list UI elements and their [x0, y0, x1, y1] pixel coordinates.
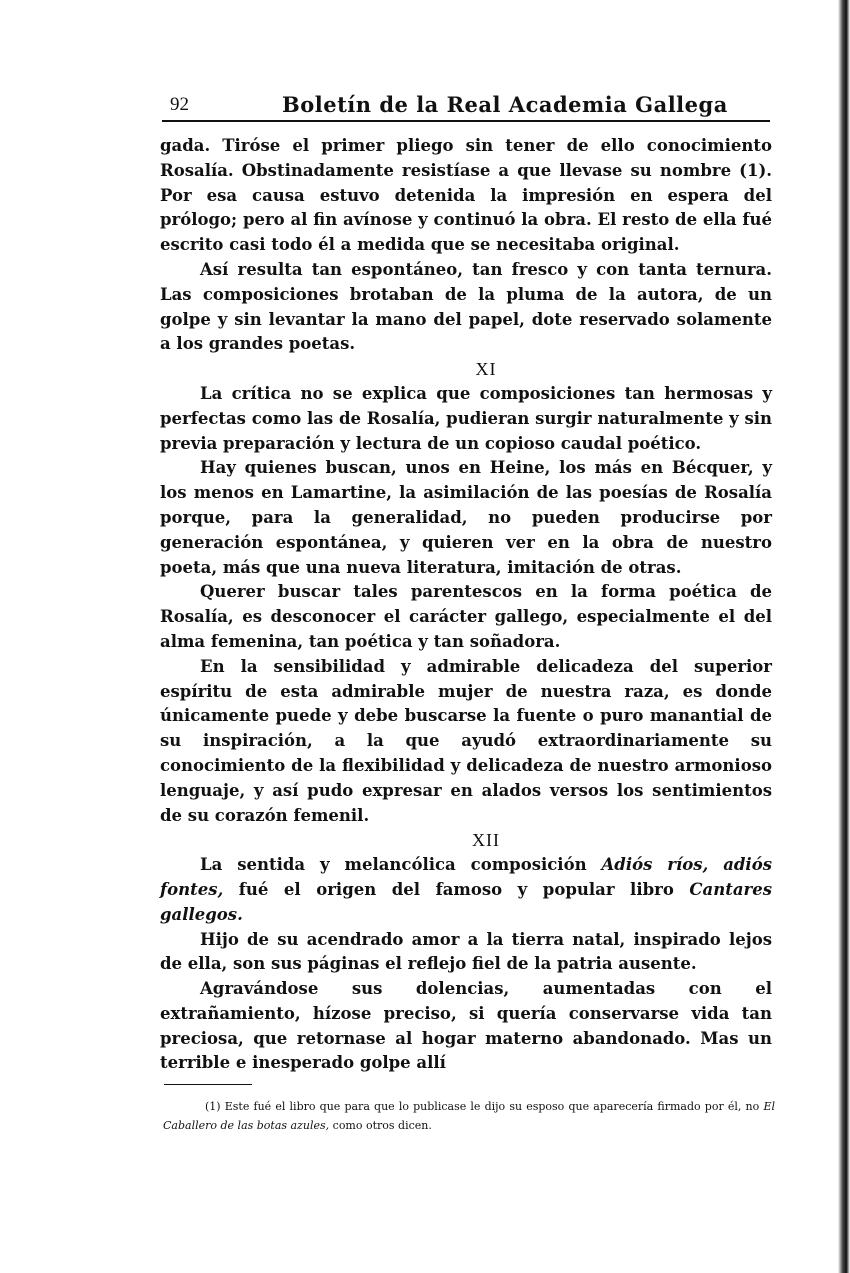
paragraph: Querer buscar tales parentescos en la forma poética de Rosalía, es desconocer el carácter gallego, especialmente el del alma femenina, tan poética y tan soñadora. [160, 582, 772, 651]
paragraph: Así resulta tan espontáneo, tan fresco y con tanta ternura. Las composiciones brotaban de la pluma de la autora, de un golpe y sin levantar la mano del papel, dote reservado solamente a los grandes poetas. [160, 259, 772, 354]
book-title: Cantares gallegos. [160, 879, 772, 924]
section-heading-xi: XI [475, 359, 497, 380]
paragraph-text: La sentida y melancólica composición [200, 855, 602, 875]
page-header [162, 92, 770, 120]
paragraph: Hijo de su acendrado amor a la tierra natal, inspirado lejos de ella, son sus páginas el reflejo fiel de la patria ausente. [160, 929, 772, 974]
paragraph: En la sensibilidad y admirable delicadeza del superior espíritu de esta admirable mujer de nuestra raza, es donde únicamente puede y debe buscarse la fuente o puro manantial de su inspiración, a la que ayudó extraordinariamente su conocimiento de la flexibilidad y delicadeza de nuestro armonioso lenguaje, y así pudo expresar en alados versos los sentimientos de su corazón femenil. [160, 656, 772, 825]
body-text [160, 134, 772, 1076]
footnote-book-title: El Caballero de las botas azules, [163, 1100, 775, 1132]
running-title: Boletín de la Real Academia Gallega [282, 92, 728, 117]
paragraph: Hay quienes buscan, unos en Heine, los más en Bécquer, y los menos en Lamartine, la asimilación de las poesías de Rosalía porque, para la generalidad, no pueden producirse por generación espontánea, y quieren ver en la obra de nuestro poeta, más que una nueva literatura, imitación de otras. [160, 458, 772, 577]
paragraph: gada. Tiróse el primer pliego sin tener de ello conocimiento Rosalía. Obstinadamente resistíase a que llevase su nombre (1). Por esa causa estuvo detenida la impresión en espera del prólogo; pero al fin avínose y continuó la obra. El resto de ella fué escrito casi todo él a medida que se necesitaba original. [160, 136, 772, 255]
paragraph: La crítica no se explica que composiciones tan hermosas y perfectas como las de Rosalía, pudieran surgir naturalmente y sin previa preparación y lectura de un copioso caudal poético. [160, 383, 773, 453]
poem-title: Adiós ríos, adiós fontes, [160, 855, 772, 899]
paragraph-text: fué el origen del famoso y popular libro [223, 879, 690, 899]
paragraph [160, 853, 772, 927]
header-rule [162, 120, 770, 122]
scan-page-edge [838, 0, 850, 1273]
footnote-text: como otros dicen. [329, 1119, 432, 1132]
paragraph: Agravándose sus dolencias, aumentadas con el extrañamiento, hízose preciso, si quería conservarse vida tan preciosa, que retornase al hogar materno abandonado. Mas un terrible e inesperado golpe allí [160, 979, 772, 1073]
footnote-rule [164, 1084, 252, 1085]
footnote-text: (1) Este fué el libro que para que lo publicase le dijo su esposo que aparecería firmado por él, no [205, 1100, 764, 1113]
section-heading-xii: XII [472, 830, 500, 851]
page-number: 92 [170, 94, 189, 115]
footnote [163, 1097, 775, 1135]
